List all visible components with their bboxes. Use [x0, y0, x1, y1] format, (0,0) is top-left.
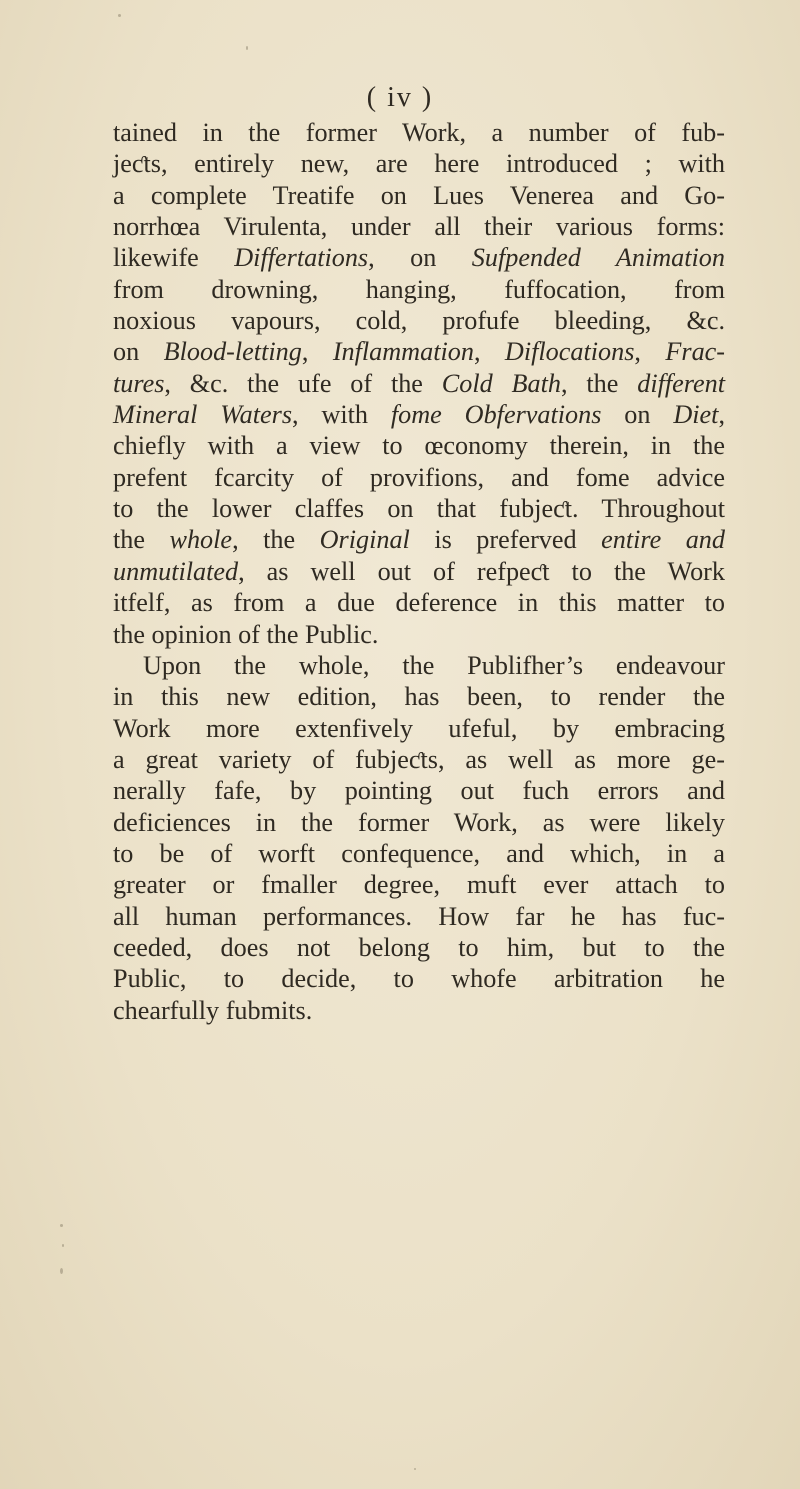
text-segment: ceeded, does not belong to him, but to the [113, 932, 725, 962]
text-line [113, 148, 725, 179]
text-segment: , &c. the ufe of the [164, 368, 442, 398]
text-segment: a complete Treatife on Lues Venerea and Go- [113, 180, 725, 210]
text-segment: prefent fcarcity of provifions, and fome advice [113, 462, 725, 492]
text-line [113, 180, 725, 211]
text-line [113, 744, 725, 775]
text-segment: the opinion of the Public. [113, 619, 379, 649]
text-line [113, 462, 725, 493]
italic-text-segment: entire and [601, 525, 725, 555]
italic-text-segment: different [637, 368, 726, 398]
text-segment: greater or fmaller degree, muft ever attach to [113, 870, 725, 900]
text-line [113, 399, 725, 430]
italic-text-segment: fome Obfervations [390, 400, 602, 430]
italic-text-segment: unmutilated [113, 556, 239, 586]
text-segment: , [473, 337, 505, 367]
text-line [113, 995, 725, 1026]
italic-text-segment: Diet [673, 400, 719, 430]
paper-speck [62, 1244, 64, 1247]
text-line [113, 869, 725, 900]
text-segment: on [601, 400, 674, 430]
text-line [113, 775, 725, 806]
text-segment: in this new edition, has been, to render the [113, 682, 725, 712]
text-line [113, 807, 725, 838]
text-segment: , on [368, 243, 472, 273]
text-segment: , [301, 337, 333, 367]
text-segment: itfelf, as from a due deference in this matter to [113, 588, 725, 618]
italic-text-segment: tures [113, 368, 165, 398]
text-segment: nerally fafe, by pointing out fuch errors and [113, 776, 725, 806]
text-line [113, 305, 725, 336]
text-segment: to the lower claffes on that fubjeƈt. Throughout [113, 494, 725, 524]
text-segment: jeƈts, entirely new, are here introduced ; with [113, 149, 725, 179]
text-segment: a great variety of fubjeƈts, as well as more ge- [113, 744, 725, 774]
text-segment: deficiences in the former Work, as were likely [113, 807, 725, 837]
text-line [113, 650, 725, 681]
text-segment: , as well out of refpeƈt to the Work [238, 556, 725, 586]
text-line [113, 117, 725, 148]
text-segment: norrhœa Virulenta, under all their various forms: [113, 212, 725, 242]
text-segment: , the [561, 368, 638, 398]
text-line [113, 838, 725, 869]
text-segment: , [718, 400, 725, 430]
text-line [113, 336, 725, 367]
text-line [113, 901, 725, 932]
text-line [113, 368, 725, 399]
text-line [113, 963, 725, 994]
text-segment: the [113, 525, 170, 555]
text-segment: likewife [113, 243, 235, 273]
text-segment: Public, to decide, to whofe arbitration he [113, 964, 725, 994]
text-segment: tained in the former Work, a number of fub- [113, 118, 725, 147]
text-line [113, 524, 725, 555]
text-line [113, 713, 725, 744]
page-number: ( iv ) [366, 82, 434, 113]
paper-speck [118, 14, 121, 17]
paper-speck [414, 1468, 416, 1470]
text-segment: , the [232, 525, 320, 555]
text-segment: , with [292, 400, 391, 430]
text-line [113, 932, 725, 963]
paper-speck [60, 1268, 63, 1274]
italic-text-segment: Blood-letting [163, 337, 302, 367]
text-segment: Work more extenfively ufeful, by embracing [113, 713, 725, 743]
paper-speck [246, 46, 248, 50]
text-line [113, 556, 725, 587]
text-segment: is preferved [409, 525, 602, 555]
italic-text-segment: Differtations [234, 243, 369, 273]
text-line [113, 587, 725, 618]
italic-text-segment: Sufpended Animation [471, 243, 725, 273]
body-text [113, 117, 725, 1026]
italic-text-segment: Mineral Waters [113, 400, 293, 430]
text-line [113, 619, 725, 650]
text-segment: from drowning, hanging, fuffocation, from [113, 274, 725, 304]
text-segment: chearfully fubmits. [113, 995, 313, 1025]
text-line [113, 493, 725, 524]
text-segment: all human performances. How far he has fuc- [113, 901, 725, 931]
italic-text-segment: Diflocations [504, 337, 635, 367]
italic-text-segment: Original [319, 525, 410, 555]
text-line [113, 681, 725, 712]
text-segment: , [634, 337, 666, 367]
text-segment: Upon the whole, the Publifher’s endeavour [143, 650, 725, 680]
italic-text-segment: Cold Bath [441, 368, 562, 398]
text-line [113, 430, 725, 461]
text-segment: chiefly with a view to œconomy therein, in the [113, 431, 725, 461]
text-line [113, 211, 725, 242]
text-line [113, 274, 725, 305]
text-segment: on [113, 337, 164, 367]
italic-text-segment: Inflammation [332, 337, 474, 367]
paper-speck [60, 1224, 63, 1227]
text-segment: to be of worft confequence, and which, in a [113, 838, 725, 868]
text-segment: noxious vapours, cold, profufe bleeding, &c. [113, 306, 725, 336]
italic-text-segment: whole [169, 525, 233, 555]
text-line [113, 242, 725, 273]
italic-text-segment: Frac- [665, 337, 726, 367]
